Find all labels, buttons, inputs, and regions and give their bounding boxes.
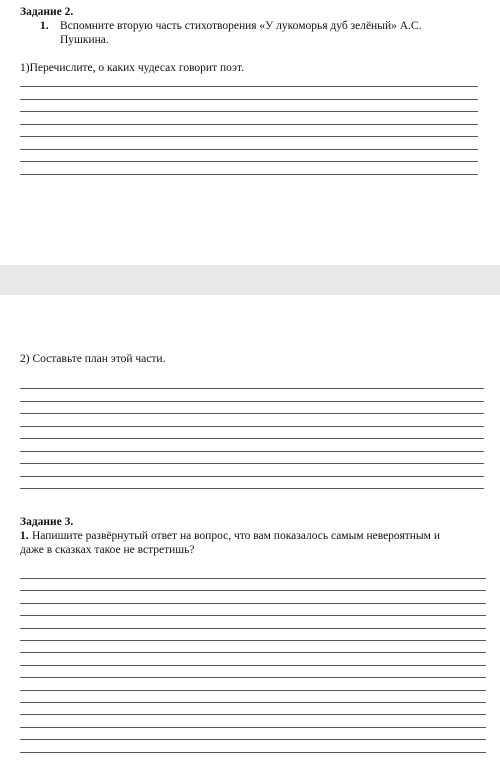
task2-question-2: 2) Составьте план этой части. — [20, 353, 166, 365]
answer-line — [20, 603, 486, 604]
answer-line — [20, 578, 486, 579]
answer-line — [20, 488, 484, 489]
task3-item-text-line1: Напишите развёрнутый ответ на вопрос, что вам показалось самым невероятным и — [32, 530, 440, 542]
answer-line — [20, 476, 484, 477]
task2-item-text-line2: Пушкина. — [60, 34, 109, 46]
task2-item-line1 — [40, 19, 421, 33]
answer-line — [20, 652, 486, 653]
worksheet-page-1 — [0, 0, 500, 265]
task2-heading: Задание 2. — [20, 6, 74, 18]
answer-line — [20, 628, 486, 629]
answer-line — [20, 149, 478, 150]
answer-line — [20, 426, 484, 427]
task3-item-number: 1. — [20, 530, 29, 542]
answer-line — [20, 739, 486, 740]
task2-question-1: 1)Перечислите, о каких чудесах говорит поэт. — [20, 62, 245, 74]
worksheet-page-2 — [0, 295, 500, 770]
answer-line — [20, 388, 484, 389]
answer-line — [20, 136, 478, 137]
answer-line — [20, 727, 486, 728]
answer-line — [20, 161, 478, 162]
answer-line — [20, 640, 486, 641]
answer-line — [20, 111, 478, 112]
answer-line — [20, 702, 486, 703]
answer-line — [20, 665, 486, 666]
task2-item-text-line1: Вспомните вторую часть стихотворения «У лукоморья дуб зелёный» А.С. — [60, 20, 422, 32]
answer-line — [20, 99, 478, 100]
answer-line — [20, 615, 486, 616]
answer-line — [20, 451, 484, 452]
task3-heading: Задание 3. — [20, 516, 74, 528]
answer-line — [20, 413, 484, 414]
answer-line — [20, 463, 484, 464]
answer-line — [20, 124, 478, 125]
answer-line — [20, 174, 478, 175]
answer-line — [20, 714, 486, 715]
task2-item-number: 1. — [40, 20, 49, 32]
answer-line — [20, 401, 484, 402]
task3-item-text-line2: даже в сказках такое не встретишь? — [20, 544, 195, 556]
answer-line — [20, 677, 486, 678]
answer-line — [20, 590, 486, 591]
task3-item-line1 — [20, 529, 440, 543]
answer-line — [20, 752, 486, 753]
page-gap — [0, 265, 500, 295]
answer-line — [20, 86, 478, 87]
answer-line — [20, 690, 486, 691]
answer-line — [20, 438, 484, 439]
